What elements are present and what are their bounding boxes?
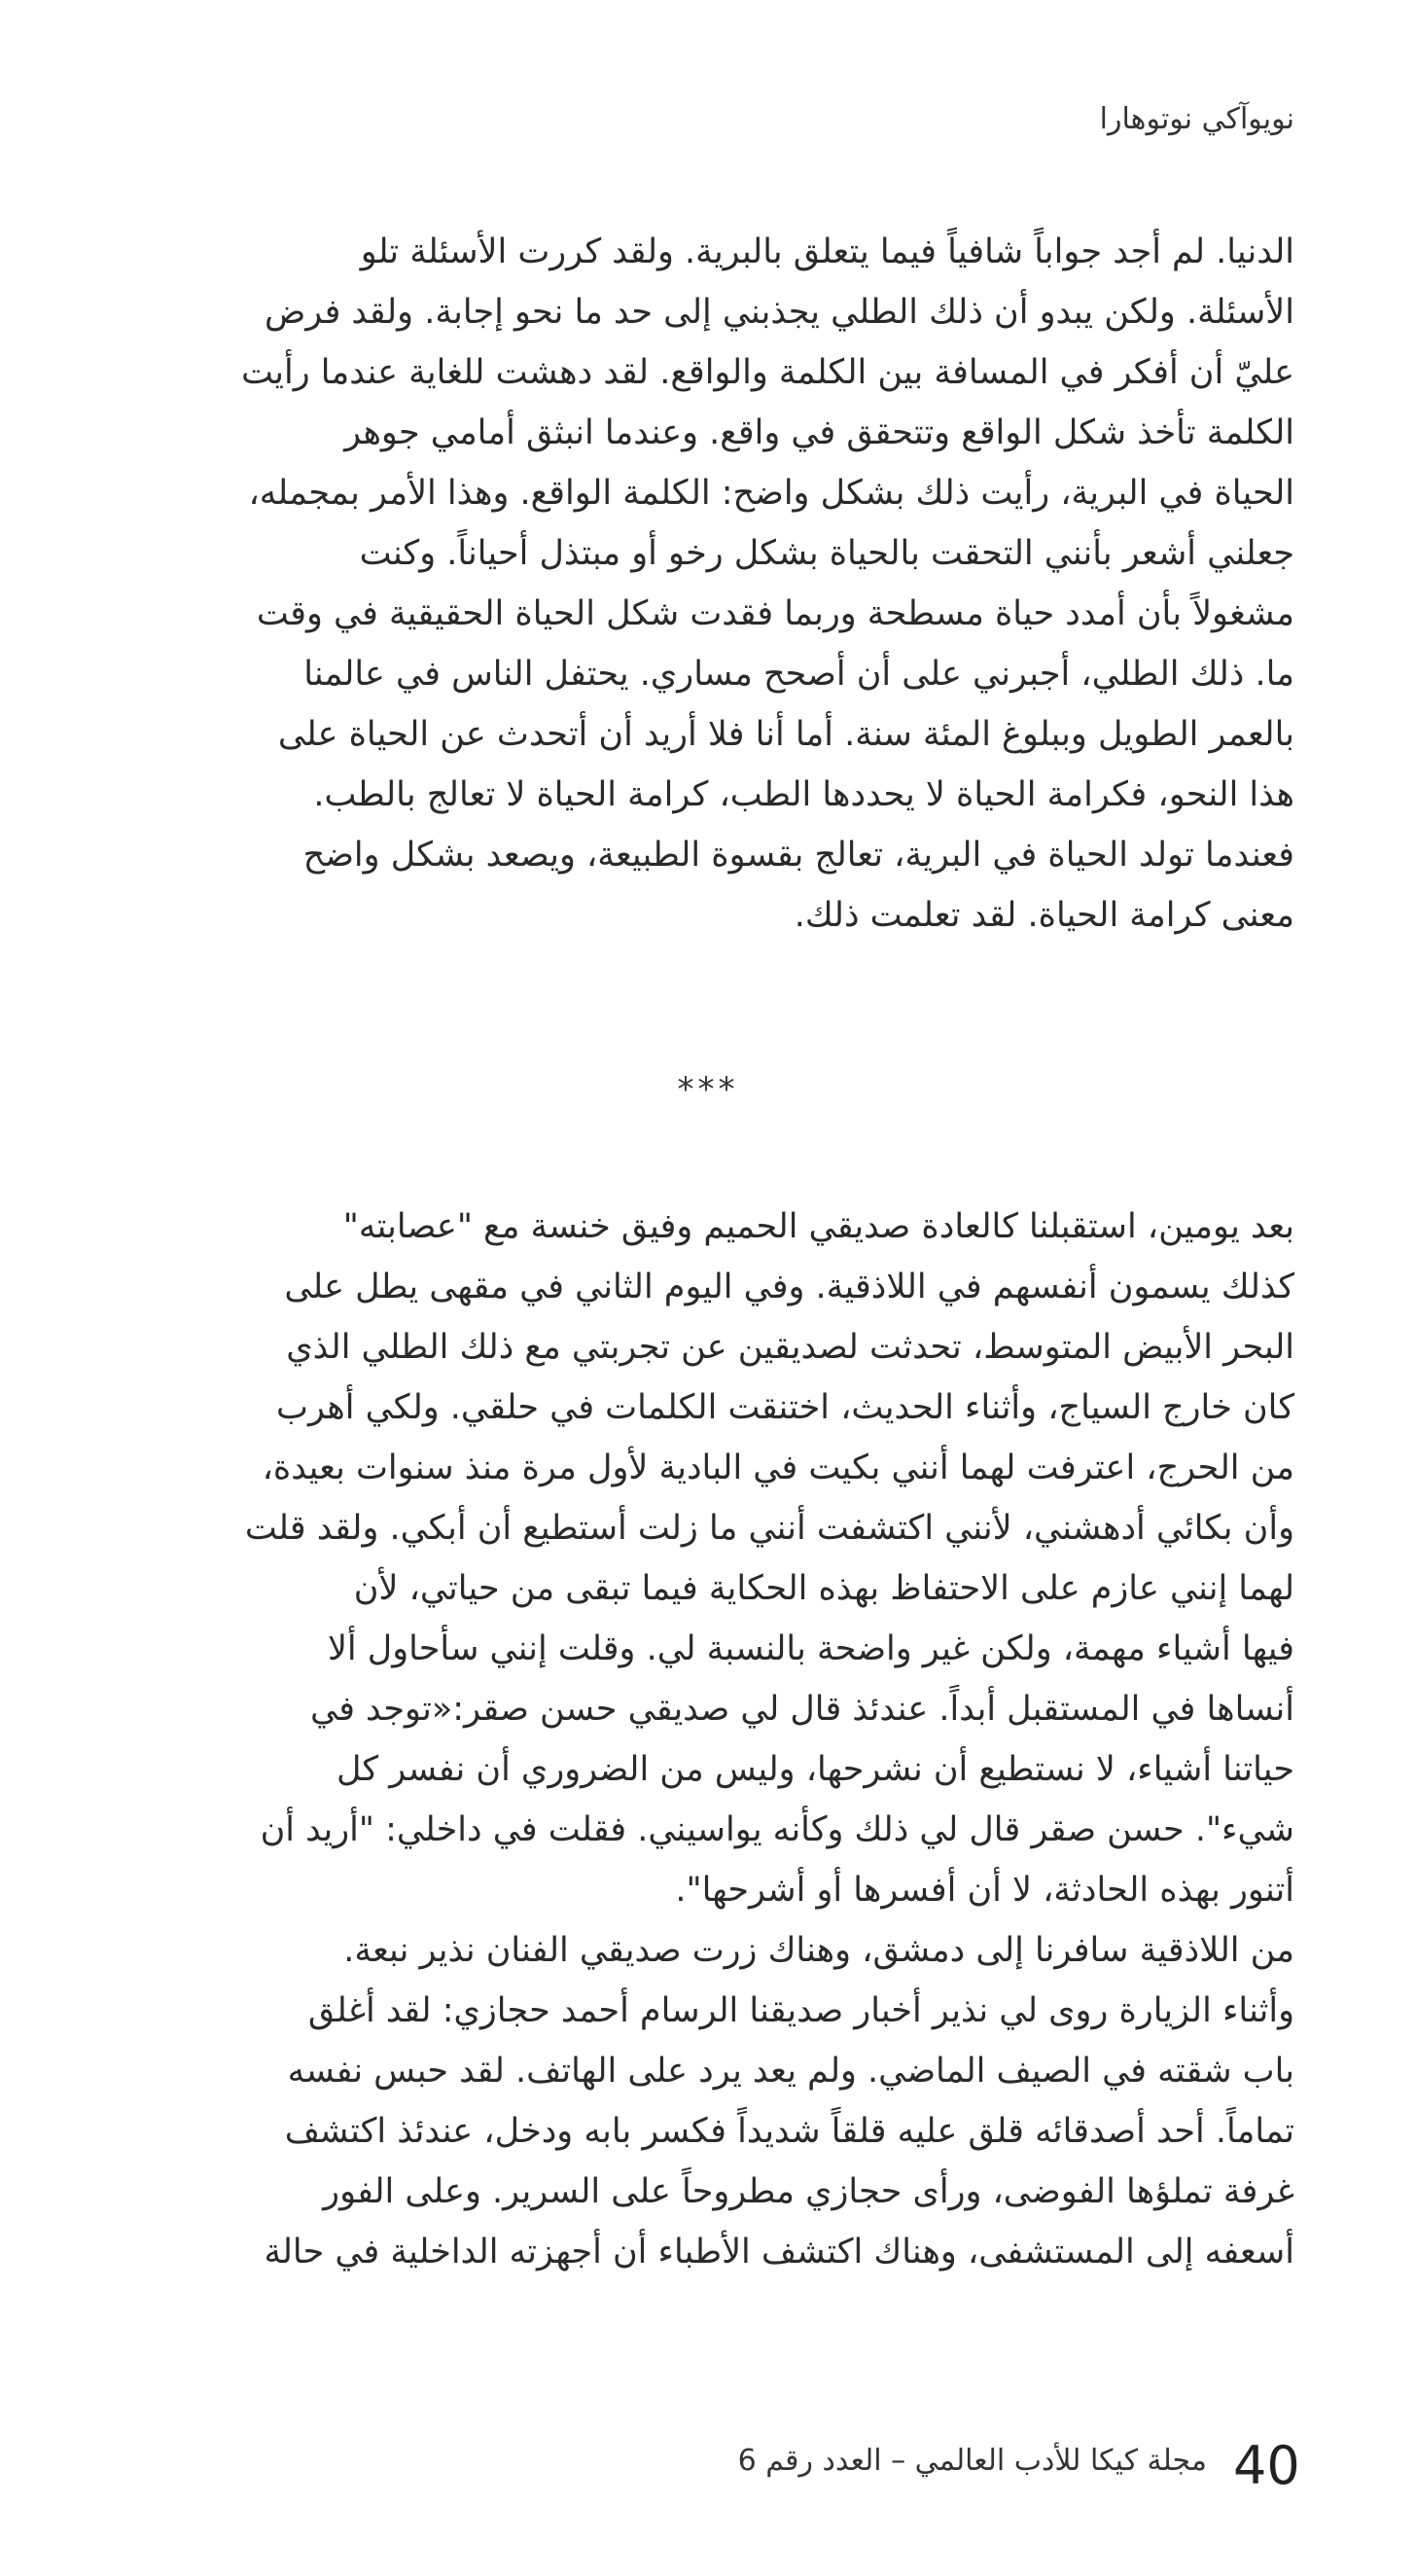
text-line: حياتنا أشياء، لا نستطيع أن نشرحها، وليس من الضروري أن نفسر كل [336, 1750, 1294, 1789]
text-line: أتنور بهذه الحادثة، لا أن أفسرها أو أشرحها". [675, 1871, 1294, 1910]
text-line: أنساها في المستقبل أبداً. عندئذ قال لي صديقي حسن صقر:«توجد في [310, 1690, 1294, 1729]
text-line: غرفة تملؤها الفوضى، ورأى حجازي مطروحاً على السرير. وعلى الفور [323, 2172, 1294, 2211]
journal-title: مجلة كيكا للأدب العالمي – العدد رقم 6 [737, 2444, 1207, 2478]
body-text-section-1 [113, 222, 1294, 946]
text-line: بعد يومين، استقبلنا كالعادة صديقي الحميم وفيق خنسة مع "عصابته" [342, 1207, 1294, 1246]
text-line: باب شقته في الصيف الماضي. ولم يعد يرد على الهاتف. لقد حبس نفسه [287, 2052, 1294, 2091]
page-footer [0, 2432, 1416, 2520]
text-line: الحياة في البرية، رأيت ذلك بشكل واضح: الكلمة الواقع. وهذا الأمر بمجمله، [248, 474, 1294, 513]
section-separator: *** [677, 1070, 739, 1109]
text-line: تماماً. أحد أصدقائه قلق عليه قلقاً شديداً فكسر بابه ودخل، عندئذ اكتشف [284, 2112, 1294, 2151]
page-number: 40 [1233, 2435, 1300, 2496]
text-line: الدنيا. لم أجد جواباً شافياً فيما يتعلق بالبرية. ولقد كررت الأسئلة تلو [360, 233, 1294, 271]
text-line: بالعمر الطويل وببلوغ المئة سنة. أما أنا فلا أريد أن أتحدث عن الحياة على [277, 715, 1294, 754]
text-line: شيء". حسن صقر قال لي ذلك وكأنه يواسيني. فقلت في داخلي: "أريد أن [260, 1810, 1294, 1849]
text-line: معنى كرامة الحياة. لقد تعلمت ذلك. [794, 896, 1294, 935]
text-line: عليّ أن أفكر في المسافة بين الكلمة والواقع. لقد دهشت للغاية عندما رأيت [240, 353, 1294, 392]
text-line: وأن بكائي أدهشني، لأنني اكتشفت أنني ما زلت أستطيع أن أبكي. ولقد قلت [244, 1509, 1294, 1548]
text-line: من الحرج، اعترفت لهما أنني بكيت في البادية لأول مرة منذ سنوات بعيدة، [262, 1449, 1294, 1487]
running-header: نويوآكي نوتوهارا [1099, 102, 1294, 136]
text-line: الكلمة تأخذ شكل الواقع وتتحقق في واقع. وعندما انبثق أمامي جوهر [344, 413, 1294, 452]
text-line: جعلني أشعر بأنني التحقت بالحياة بشكل رخو أو مبتذل أحياناً. وكنت [359, 534, 1294, 573]
text-line: لهما إنني عازم على الاحتفاظ بهذه الحكاية فيما تبقى من حياتي، لأن [353, 1569, 1294, 1608]
text-line: ما. ذلك الطلي، أجبرني على أن أصحح مساري. يحتفل الناس في عالمنا [303, 655, 1294, 694]
text-line: أسعفه إلى المستشفى، وهناك اكتشف الأطباء أن أجهزته الداخلية في حالة [264, 2233, 1294, 2272]
text-line: الأسئلة. ولكن يبدو أن ذلك الطلي يجذبني إلى حد ما نحو إجابة. ولقد فرض [264, 293, 1294, 332]
text-line: فيها أشياء مهمة، ولكن غير واضحة بالنسبة لي. وقلت إنني سأحاول ألا [327, 1629, 1294, 1668]
text-line: كذلك يسمون أنفسهم في اللاذقية. وفي اليوم الثاني في مقهى يطل على [284, 1268, 1294, 1306]
text-line: وأثناء الزيارة روى لي نذير أخبار صديقنا الرسام أحمد حجازي: لقد أغلق [307, 1991, 1294, 2030]
text-line: هذا النحو، فكرامة الحياة لا يحددها الطب، كرامة الحياة لا تعالج بالطب. [313, 775, 1294, 814]
text-line: من اللاذقية سافرنا إلى دمشق، وهناك زرت صديقي الفنان نذير نبعة. [343, 1931, 1294, 1970]
text-line: البحر الأبيض المتوسط، تحدثت لصديقين عن تجربتي مع ذلك الطلي الذي [286, 1328, 1294, 1367]
text-line: فعندما تولد الحياة في البرية، تعالج بقسوة الطبيعة، ويصعد بشكل واضح [302, 836, 1294, 875]
text-line: مشغولاً بأن أمدد حياة مسطحة وربما فقدت شكل الحياة الحقيقية في وقت [256, 594, 1294, 633]
body-text-section-2 [113, 1197, 1294, 2282]
text-line: كان خارج السياج، وأثناء الحديث، اختنقت الكلمات في حلقي. ولكي أهرب [276, 1388, 1294, 1427]
